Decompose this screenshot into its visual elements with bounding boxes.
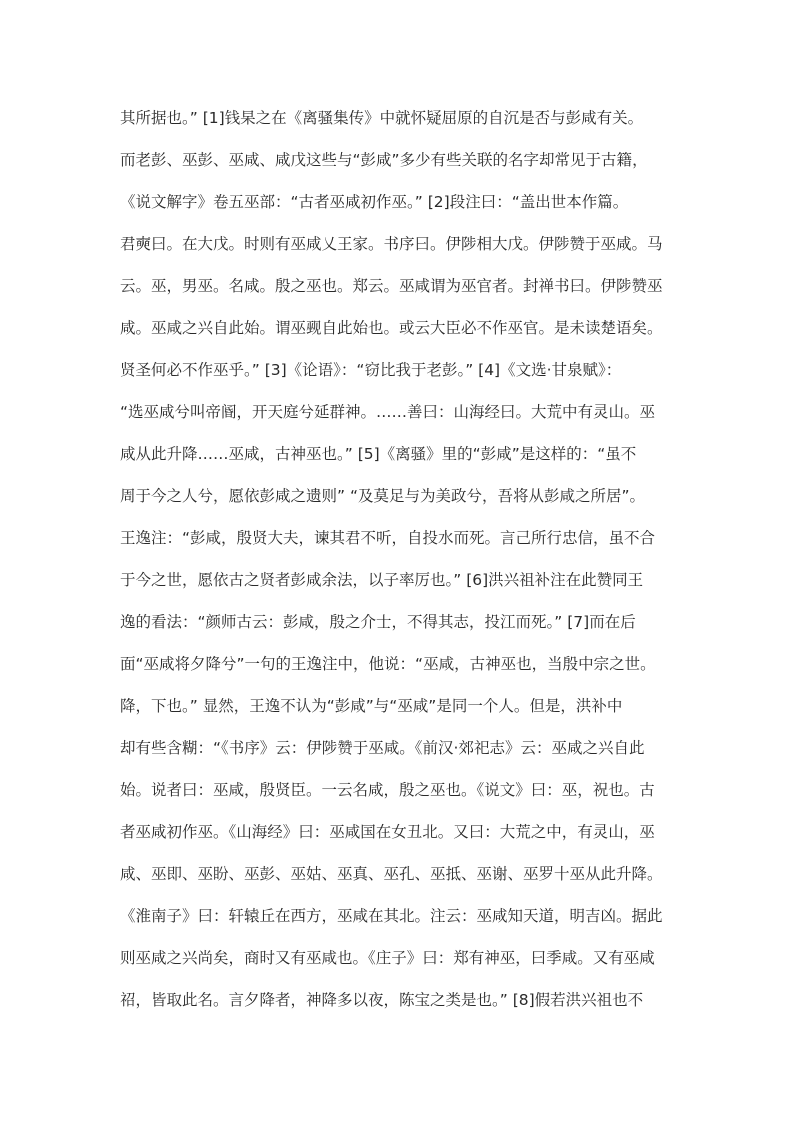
text-line: 云。巫，男巫。名咸。殷之巫也。郑云。巫咸谓为巫官者。封禅书曰。伊陟赞巫	[120, 277, 663, 295]
text-line: 祒，皆取此名。言夕降者，神降多以夜，陈宝之类是也。” [8]假若洪兴祖也不	[120, 991, 644, 1009]
text-line: 面“巫咸将夕降兮”一句的王逸注中，他说：“巫咸，古神巫也，当殷中宗之世。	[120, 655, 656, 673]
text-line: 《淮南子》曰：轩辕丘在西方，巫咸在其北。注云：巫咸知天道，明吉凶。据此	[120, 907, 663, 925]
text-line: 咸。巫咸之兴自此始。谓巫觋自此始也。或云大臣必不作巫官。是未读楚语矣。	[120, 319, 663, 337]
text-line: 降，下也。” 显然，王逸不认为“彭咸”与“巫咸”是同一个人。但是，洪补中	[120, 697, 623, 715]
text-line: 而老彭、巫彭、巫咸、咸戊这些与“彭咸”多少有些关联的名字却常见于古籍，	[120, 151, 648, 169]
text-line: 君奭曰。在大戊。时则有巫咸乂王家。书序曰。伊陟相大戊。伊陟赞于巫咸。马	[120, 235, 663, 253]
text-line: 咸、巫即、巫盼、巫彭、巫姑、巫真、巫孔、巫抵、巫谢、巫罗十巫从此升降。	[120, 865, 663, 883]
text-line: 其所据也。” [1]钱杲之在《离骚集传》中就怀疑屈原的自沉是否与彭咸有关。	[120, 109, 644, 127]
text-line: 周于今之人兮，愿依彭咸之遗则” “及莫足与为美政兮，吾将从彭咸之所居”。	[120, 487, 646, 505]
text-line: 《说文解字》卷五巫部：“古者巫咸初作巫。” [2]段注曰：“盖出世本作篇。	[120, 193, 629, 211]
text-line: 王逸注：“彭咸，殷贤大夫，谏其君不听，自投水而死。言己所行忠信，虽不合	[120, 529, 656, 547]
text-line: 者巫咸初作巫。《山海经》曰：巫咸国在女丑北。又曰：大荒之中，有灵山，巫	[120, 823, 655, 841]
text-line: 则巫咸之兴尚矣，商时又有巫咸也。《庄子》曰：郑有神巫，曰季咸。又有巫咸	[120, 949, 655, 967]
text-line: “选巫咸兮叫帝阍，开天庭兮延群神。……善曰：山海经曰。大荒中有灵山。巫	[120, 403, 656, 421]
text-line: 于今之世，愿依古之贤者彭咸余法，以子率厉也。” [6]洪兴祖补注在此赞同王	[120, 571, 644, 589]
text-line: 始。说者曰：巫咸，殷贤臣。一云名咸，殷之巫也。《说文》曰：巫，祝也。古	[120, 781, 655, 799]
text-line: 却有些含糊：“《书序》云：伊陟赞于巫咸。《前汉·郊祀志》云：巫咸之兴自此	[120, 739, 645, 757]
text-line: 咸从此升降……巫咸，古神巫也。” [5]《离骚》里的“彭咸”是这样的：“虽不	[120, 445, 637, 463]
text-line: 逸的看法：“颜师古云：彭咸，殷之介士，不得其志，投江而死。” [7]而在后	[120, 613, 636, 631]
text-line: 贤圣何必不作巫乎。” [3]《论语》：“窃比我于老彭。” [4]《文选·甘泉赋》：	[120, 361, 622, 379]
